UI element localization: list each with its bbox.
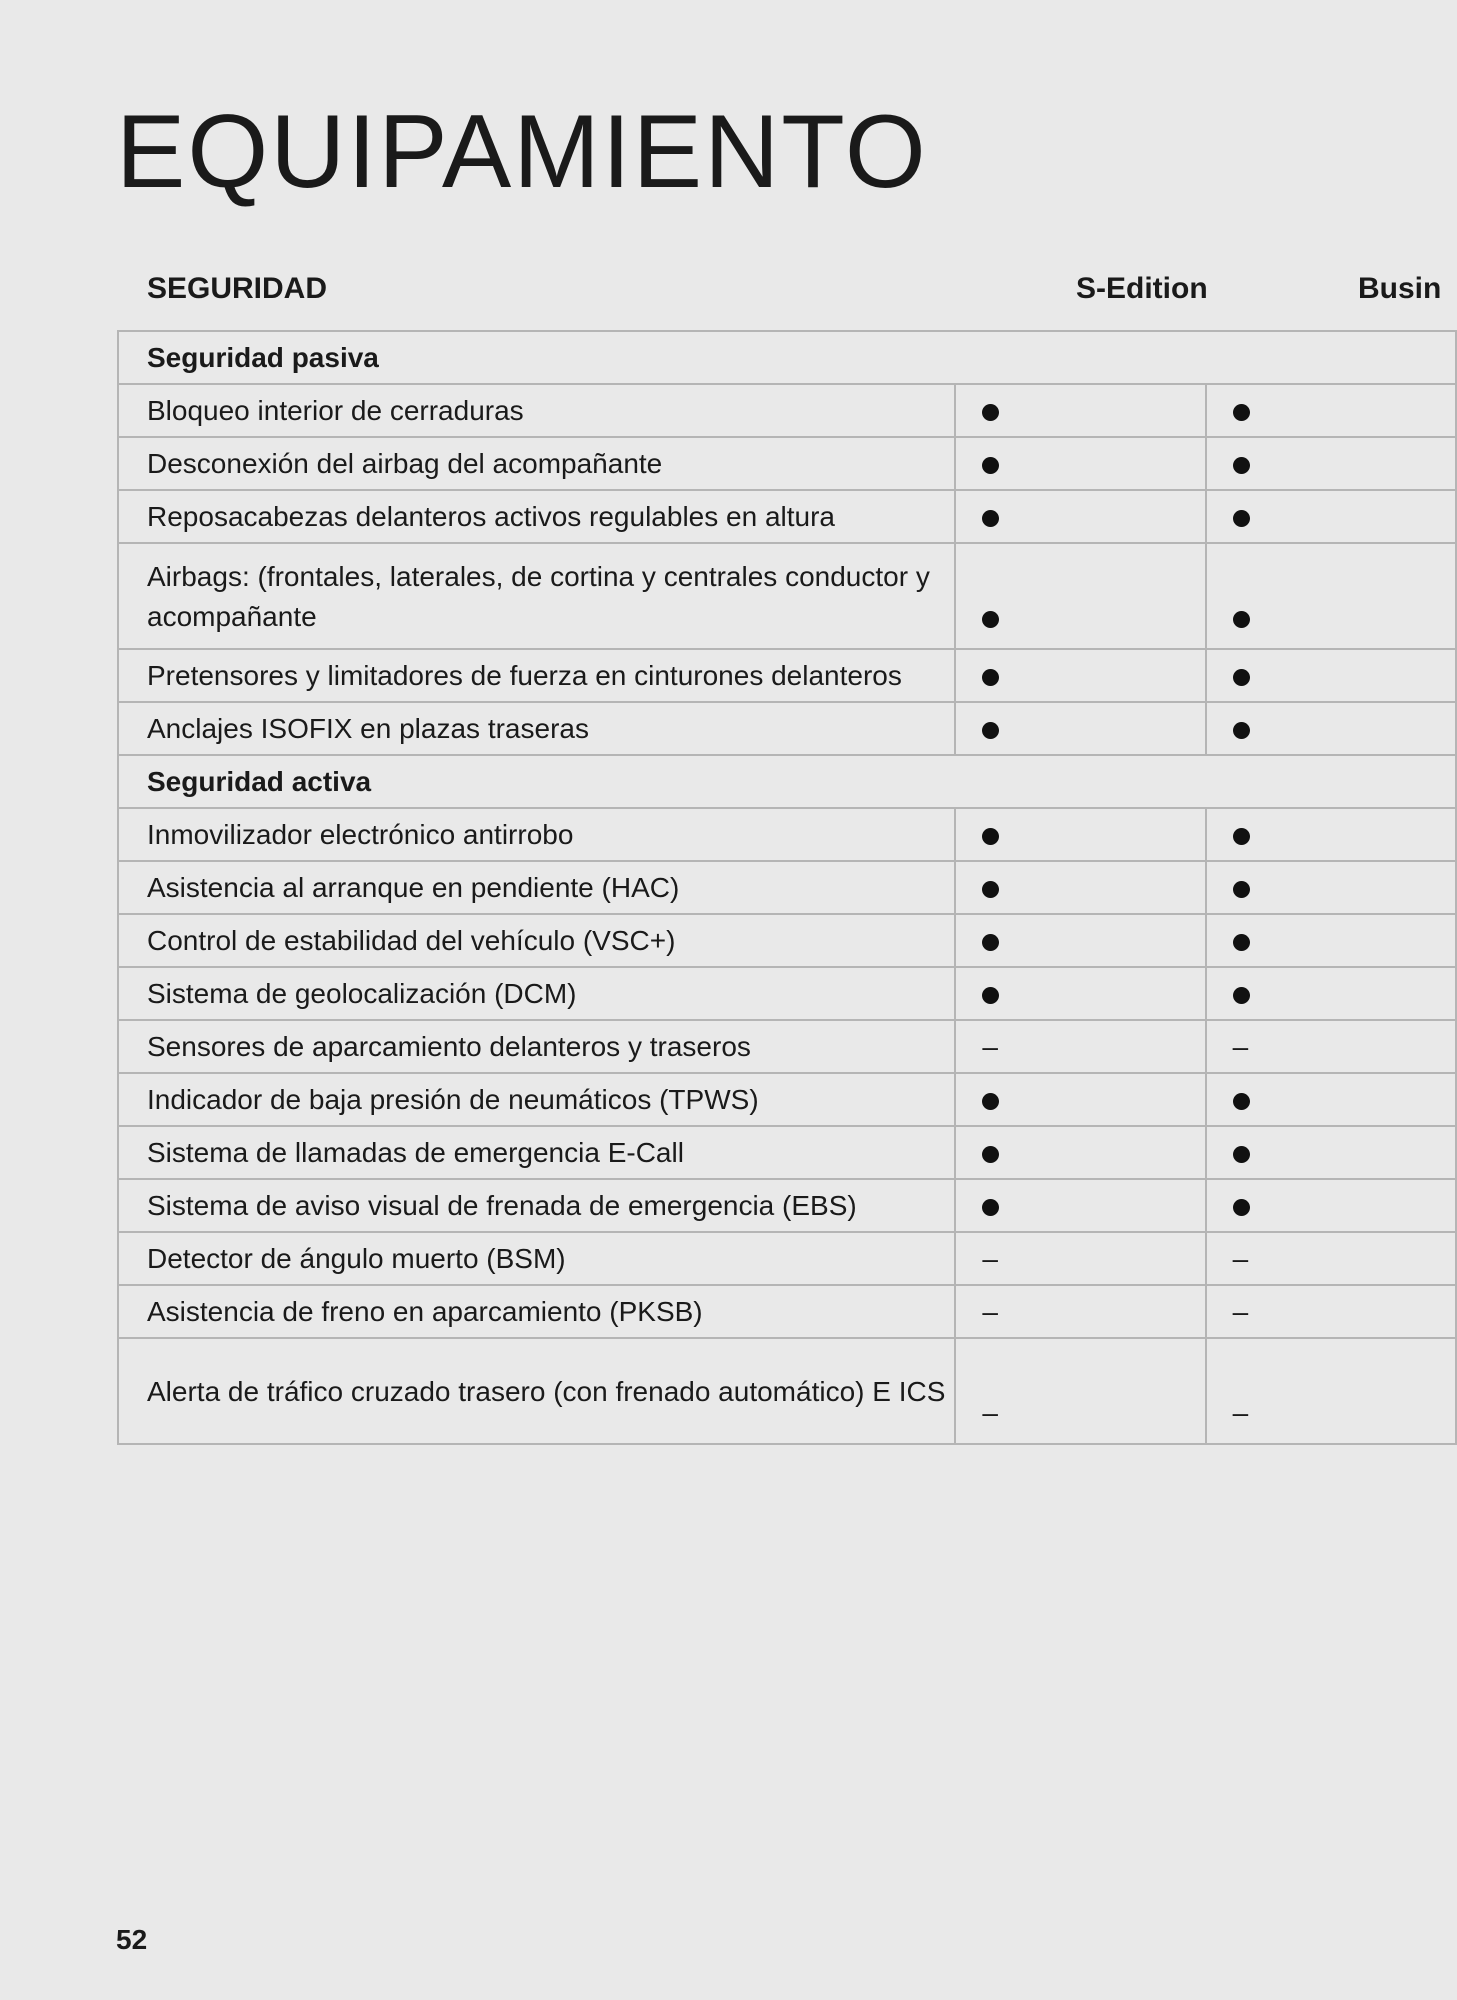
included-dot-icon bbox=[1233, 1093, 1250, 1110]
feature-label: Desconexión del airbag del acompañante bbox=[118, 437, 955, 490]
value-s-edition bbox=[955, 861, 1205, 914]
not-available-dash: – bbox=[982, 1030, 998, 1062]
value-s-edition bbox=[955, 1179, 1205, 1232]
feature-label: Reposacabezas delanteros activos regulables en altura bbox=[118, 490, 955, 543]
value-s-edition bbox=[955, 1338, 1205, 1444]
table-row bbox=[118, 967, 1456, 1020]
included-dot-icon bbox=[982, 828, 999, 845]
included-dot-icon bbox=[1233, 457, 1250, 474]
included-dot-icon bbox=[1233, 722, 1250, 739]
value-s-edition bbox=[955, 1126, 1205, 1179]
value-business bbox=[1206, 967, 1456, 1020]
value-business bbox=[1206, 490, 1456, 543]
value-s-edition bbox=[955, 649, 1205, 702]
value-s-edition bbox=[955, 1073, 1205, 1126]
feature-label: Anclajes ISOFIX en plazas traseras bbox=[118, 702, 955, 755]
not-available-dash: – bbox=[982, 1295, 998, 1327]
not-available-dash: – bbox=[1232, 1030, 1249, 1062]
group-row bbox=[118, 331, 1456, 384]
value-business bbox=[1206, 861, 1456, 914]
value-s-edition bbox=[955, 914, 1205, 967]
value-s-edition bbox=[955, 1232, 1205, 1285]
included-dot-icon bbox=[1233, 510, 1250, 527]
included-dot-icon bbox=[1233, 669, 1250, 686]
value-business bbox=[1206, 1179, 1456, 1232]
included-dot-icon bbox=[982, 404, 999, 421]
value-business bbox=[1206, 437, 1456, 490]
value-s-edition bbox=[955, 384, 1205, 437]
page-title: EQUIPAMIENTO bbox=[116, 94, 928, 210]
included-dot-icon bbox=[982, 881, 999, 898]
value-s-edition bbox=[955, 808, 1205, 861]
feature-label: Airbags: (frontales, laterales, de cortina y centrales conductor y acompañante bbox=[118, 543, 955, 649]
included-dot-icon bbox=[982, 457, 999, 474]
table-row bbox=[118, 808, 1456, 861]
table-row bbox=[118, 649, 1456, 702]
value-s-edition bbox=[955, 702, 1205, 755]
group-row bbox=[118, 755, 1456, 808]
feature-label: Alerta de tráfico cruzado trasero (con frenado automático) E ICS bbox=[118, 1338, 955, 1444]
feature-label: Indicador de baja presión de neumáticos (TPWS) bbox=[118, 1073, 955, 1126]
table-row bbox=[118, 1338, 1456, 1444]
value-business bbox=[1206, 1073, 1456, 1126]
included-dot-icon bbox=[1233, 828, 1250, 845]
feature-label: Sistema de llamadas de emergencia E-Call bbox=[118, 1126, 955, 1179]
value-business bbox=[1206, 1232, 1456, 1285]
value-business bbox=[1206, 808, 1456, 861]
included-dot-icon bbox=[982, 510, 999, 527]
value-s-edition bbox=[955, 1285, 1205, 1338]
table-row bbox=[118, 1020, 1456, 1073]
included-dot-icon bbox=[982, 669, 999, 686]
value-business bbox=[1206, 702, 1456, 755]
included-dot-icon bbox=[982, 987, 999, 1004]
value-s-edition bbox=[955, 437, 1205, 490]
included-dot-icon bbox=[1233, 934, 1250, 951]
equipment-table bbox=[117, 330, 1457, 1445]
value-s-edition bbox=[955, 490, 1205, 543]
included-dot-icon bbox=[982, 1199, 999, 1216]
included-dot-icon bbox=[1233, 611, 1250, 628]
feature-label: Asistencia de freno en aparcamiento (PKSB) bbox=[118, 1285, 955, 1338]
feature-label: Detector de ángulo muerto (BSM) bbox=[118, 1232, 955, 1285]
table-row bbox=[118, 1126, 1456, 1179]
feature-label: Inmovilizador electrónico antirrobo bbox=[118, 808, 955, 861]
included-dot-icon bbox=[982, 934, 999, 951]
table-row bbox=[118, 543, 1456, 649]
included-dot-icon bbox=[982, 1093, 999, 1110]
value-business bbox=[1206, 649, 1456, 702]
included-dot-icon bbox=[1233, 1199, 1250, 1216]
table-row bbox=[118, 702, 1456, 755]
not-available-dash: – bbox=[982, 1397, 998, 1428]
included-dot-icon bbox=[1233, 1146, 1250, 1163]
feature-label: Sistema de geolocalización (DCM) bbox=[118, 967, 955, 1020]
not-available-dash: – bbox=[982, 1242, 998, 1274]
value-business bbox=[1206, 1020, 1456, 1073]
value-business bbox=[1206, 1285, 1456, 1338]
included-dot-icon bbox=[1233, 404, 1250, 421]
included-dot-icon bbox=[982, 1146, 999, 1163]
page-number: 52 bbox=[116, 1924, 148, 1955]
table-row bbox=[118, 1179, 1456, 1232]
table-row bbox=[118, 914, 1456, 967]
table-row bbox=[118, 1285, 1456, 1338]
value-s-edition bbox=[955, 967, 1205, 1020]
table-header bbox=[118, 272, 1442, 314]
table-row bbox=[118, 861, 1456, 914]
column-header-business: Busin bbox=[1358, 272, 1442, 305]
table-row bbox=[118, 1232, 1456, 1285]
not-available-dash: – bbox=[1232, 1295, 1249, 1327]
included-dot-icon bbox=[982, 722, 999, 739]
section-label: SEGURIDAD bbox=[147, 272, 328, 305]
table-row bbox=[118, 384, 1456, 437]
feature-label: Bloqueo interior de cerraduras bbox=[118, 384, 955, 437]
feature-label: Pretensores y limitadores de fuerza en cinturones delanteros bbox=[118, 649, 955, 702]
value-business bbox=[1206, 543, 1456, 649]
included-dot-icon bbox=[1233, 881, 1250, 898]
feature-label: Asistencia al arranque en pendiente (HAC) bbox=[118, 861, 955, 914]
table-body bbox=[118, 331, 1456, 1444]
table-row bbox=[118, 490, 1456, 543]
group-title: Seguridad activa bbox=[118, 755, 1456, 808]
value-s-edition bbox=[955, 543, 1205, 649]
value-s-edition bbox=[955, 1020, 1205, 1073]
included-dot-icon bbox=[1233, 987, 1250, 1004]
feature-label: Sistema de aviso visual de frenada de emergencia (EBS) bbox=[118, 1179, 955, 1232]
value-business bbox=[1206, 914, 1456, 967]
value-business bbox=[1206, 384, 1456, 437]
included-dot-icon bbox=[982, 611, 999, 628]
table-row bbox=[118, 437, 1456, 490]
feature-label: Sensores de aparcamiento delanteros y traseros bbox=[118, 1020, 955, 1073]
not-available-dash: – bbox=[1232, 1242, 1249, 1274]
table-row bbox=[118, 1073, 1456, 1126]
not-available-dash: – bbox=[1232, 1397, 1249, 1428]
feature-label: Control de estabilidad del vehículo (VSC+) bbox=[118, 914, 955, 967]
value-business bbox=[1206, 1126, 1456, 1179]
value-business bbox=[1206, 1338, 1456, 1444]
column-header-s-edition: S-Edition bbox=[1076, 272, 1208, 305]
group-title: Seguridad pasiva bbox=[118, 331, 1456, 384]
